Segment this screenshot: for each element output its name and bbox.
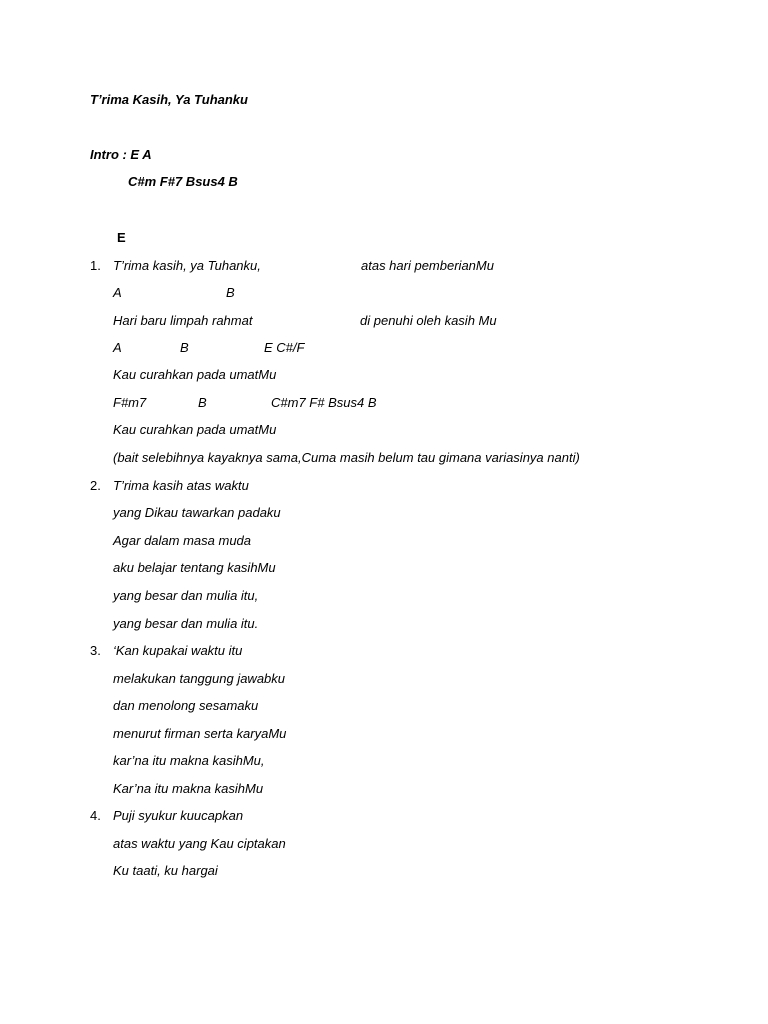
chord-line: B — [198, 395, 207, 410]
lyric-line: Kau curahkan pada umatMu — [113, 422, 277, 437]
note-line: (bait selebihnya kayaknya sama,Cuma masih belum tau gimana variasinya nanti) — [113, 450, 580, 465]
chord-line: A — [113, 285, 122, 300]
verse-number: 2. — [90, 478, 101, 493]
lyric-line: ‘Kan kupakai waktu itu — [113, 643, 243, 658]
lyric-line: melakukan tanggung jawabku — [113, 671, 286, 686]
chord-line: F#m7 — [113, 395, 147, 410]
verse-number: 1. — [90, 258, 101, 273]
lyric-line: yang besar dan mulia itu, — [113, 588, 259, 603]
lyric-line: menurut firman serta karyaMu — [113, 726, 287, 741]
lyric-line: aku belajar tentang kasihMu — [113, 560, 276, 575]
lyric-line: kar’na itu makna kasihMu, — [113, 753, 265, 768]
lyric-line: yang Dikau tawarkan padaku — [113, 505, 281, 520]
song-title: T’rima Kasih, Ya Tuhanku — [90, 92, 248, 107]
verse-number: 3. — [90, 643, 101, 658]
chord-line: E — [117, 230, 126, 245]
verse-number: 4. — [90, 808, 101, 823]
lyric-line: Agar dalam masa muda — [113, 533, 252, 548]
chord-line: B — [180, 340, 189, 355]
lyric-line: Ku taati, ku hargai — [113, 863, 218, 878]
lyric-line: Kau curahkan pada umatMu — [113, 367, 277, 382]
lyric-line: T’rima kasih, ya Tuhanku, — [113, 258, 261, 273]
intro-line-2: C#m F#7 Bsus4 B — [128, 174, 238, 189]
lyric-line: T’rima kasih atas waktu — [113, 478, 249, 493]
chord-line: A — [113, 340, 122, 355]
chord-line: E C#/F — [264, 340, 305, 355]
lyric-line: atas hari pemberianMu — [361, 258, 494, 273]
lyric-line: yang besar dan mulia itu. — [113, 616, 259, 631]
chord-line: C#m7 F# Bsus4 B — [271, 395, 377, 410]
lyric-line: dan menolong sesamaku — [113, 698, 259, 713]
lyric-line: Hari baru limpah rahmat — [113, 313, 253, 328]
lyric-line: Puji syukur kuucapkan — [113, 808, 244, 823]
lyric-line: di penuhi oleh kasih Mu — [360, 313, 497, 328]
lyric-line: Kar’na itu makna kasihMu — [113, 781, 264, 796]
intro-line-1: Intro : E A — [90, 147, 152, 162]
chord-line: B — [226, 285, 235, 300]
lyric-line: atas waktu yang Kau ciptakan — [113, 836, 286, 851]
